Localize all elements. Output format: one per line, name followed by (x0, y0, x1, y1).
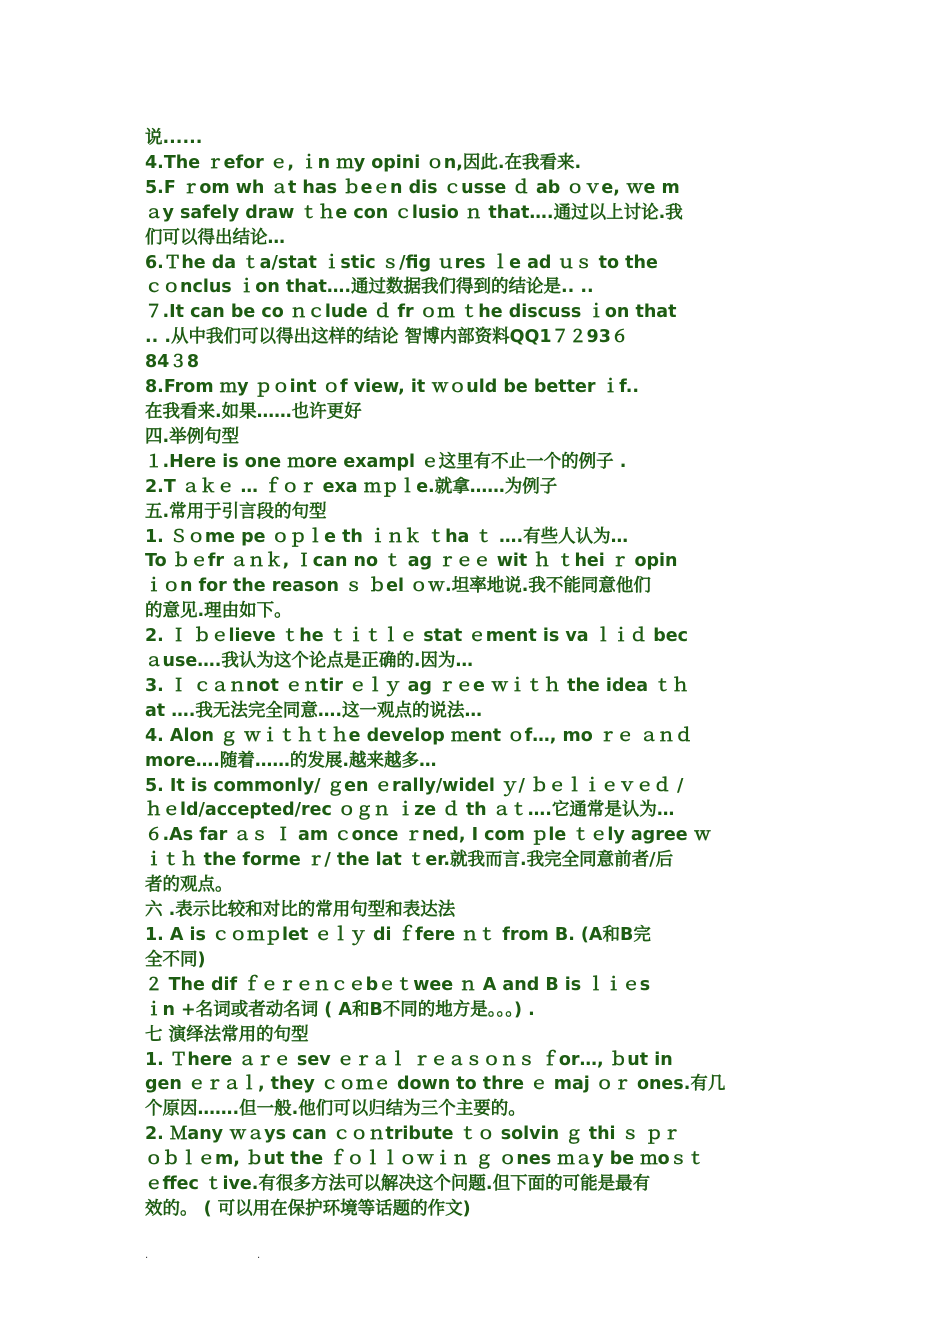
text-line: 5. It is commonly/ ｇen ｅrally/widel ｙ/ ｂｅｌｉｅｖｅｄ / (145, 775, 684, 796)
text-line: ａuse….我认为这个论点是正确的.因为… (145, 651, 474, 672)
text-line: 4.The ｒefor ｅ, ｉn ｍy opini ｏn,因此.在我看来. (145, 152, 582, 173)
text-line: ｉｔｈ the forme ｒ/ the lat ｔer.就我而言.我完全同意前者/后 (145, 850, 674, 871)
text-line: 84３8 (145, 352, 200, 373)
text-line: 说...... (145, 128, 203, 148)
text-line: ｉｏn for the reason ｓ ｂel ｏｗ.坦率地说.我不能同意他们 (145, 576, 651, 597)
text-line: 的意见.理由如下。 (145, 601, 292, 622)
text-line: ７.It can be co ｎｃlude ｄ fr ｏｍ ｔhe discuss ｉon that (145, 302, 677, 323)
text-line: ２ The dif ｆｅｒｅｎｃｅbｅｔwee ｎ A and B is ｌｉｅs (145, 974, 651, 995)
text-line: 3. Ｉ ｃａｎnot ｅｎtir ｅｌｙ ag ｒｅe ｗｉｔｈ the idea ｔｈ (145, 675, 690, 696)
text-line: 者的观点。 (145, 875, 233, 896)
text-line: ｈｅld/accepted/rec ｏｇｎ ｉze ｄ th ａｔ….它通常是认为… (145, 800, 675, 821)
text-line: 个原因…….但一般.他们可以归结为三个主要的。 (145, 1099, 526, 1120)
text-line: more….随着……的发展.越来越多… (145, 750, 437, 771)
text-line: 4. Alon ｇ ｗｉｔｈｔｈe develop ｍent ｏf…, mo ｒｅ ａｎｄ (145, 725, 693, 746)
text-line: １.Here is one ｍore exampl ｅ这里有不止一个的例子 . (145, 451, 627, 472)
text-line: ｉn +名词或者动名词 ( A和B不同的地方是。。。) . (145, 999, 535, 1020)
text-line: 1. Ｔhere ａｒｅ sev ｅｒａｌ ｒｅａｓｏｎｓ ｆor…, ｂut in (145, 1049, 673, 1070)
text-line: ６.As far ａｓ Ｉ am ｃonce ｒned, I com ｐle ｔｅly agree ｗ (145, 825, 712, 846)
text-line: 七 演绎法常用的句型 (145, 1024, 309, 1045)
text-line: 五.常用于引言段的句型 (145, 501, 327, 522)
text-line: 四.举例句型 (145, 426, 240, 447)
text-line: 8.From ｍy ｐｏint ｏf view, it ｗｏuld be better ｉf.. (145, 377, 640, 398)
text-line: 六 .表示比较和对比的常用句型和表达法 (145, 900, 456, 921)
text-line: 5.F ｒom wh ａt has ｂeｅn dis ｃusse ｄ ab ｏｖe, ｗe m (145, 177, 680, 198)
text-line: ａy safely draw ｔｈe con ｃlusio ｎ that….通过以上讨论.我 (145, 202, 683, 223)
text-line: ｃｏnclus ｉon that….通过数据我们得到的结论是.. .. (145, 277, 594, 298)
footer-left-mark: . (145, 1250, 149, 1261)
text-line: 1. A is ｃｏｍｐlet ｅｌｙ di ｆfere ｎｔ from B. (A和B完 (145, 925, 651, 945)
text-line: 在我看来.如果……也许更好 (145, 401, 362, 422)
text-line: 2.T ａｋｅ … ｆｏｒ exa ｍｐｌe.就拿……为例子 (145, 476, 558, 497)
text-line: 2. Ｉ ｂｅlieve ｔhe ｔｉｔｌｅ stat ｅment is va ｌｉｄ bec (145, 626, 689, 647)
footer-right-mark: . (257, 1250, 261, 1261)
text-line: 效的。 ( 可以用在保护环境等话题的作文) (145, 1198, 471, 1219)
text-line: To ｂｅfr ａｎｋ, Ｉcan no ｔ ag ｒｅｅ wit ｈ ｔhei ｒ opin (145, 551, 678, 572)
text-line: ｅffec ｔive.有很多方法可以解决这个问题.但下面的可能是最有 (145, 1174, 651, 1195)
document-body (145, 126, 813, 1222)
text-line: 们可以得出结论… (145, 227, 285, 248)
text-line: 2. Ｍany ｗａys can ｃｏｎtribute ｔｏ solvin ｇ thi ｓ ｐｒ (145, 1124, 681, 1145)
text-line: 1. Ｓｏme pe ｏｐｌe th ｉｎｋ ｔha ｔ ….有些人认为… (145, 526, 629, 547)
text-line: 全不同) (145, 949, 206, 970)
text-line: gen ｅｒａｌ, they ｃｏｍｅ down to thre ｅ maj ｏｒ ones.有几 (145, 1074, 726, 1095)
text-line: 6.Ｔhe da ｔa/stat ｉstic ｓ/fig ｕres ｌe ad ｕｓ to the (145, 252, 658, 273)
text-line: ｏｂｌｅm, ｂut the ｆｏｌｌｏｗｉｎ ｇ ｏnes ｍａy be ｍoｓｔ (145, 1149, 705, 1170)
text-line: at ….我无法完全同意….这一观点的说法… (145, 700, 483, 721)
text-line: .. .从中我们可以得出这样的结论 智博内部资料QQ1７２93６ (145, 327, 629, 348)
